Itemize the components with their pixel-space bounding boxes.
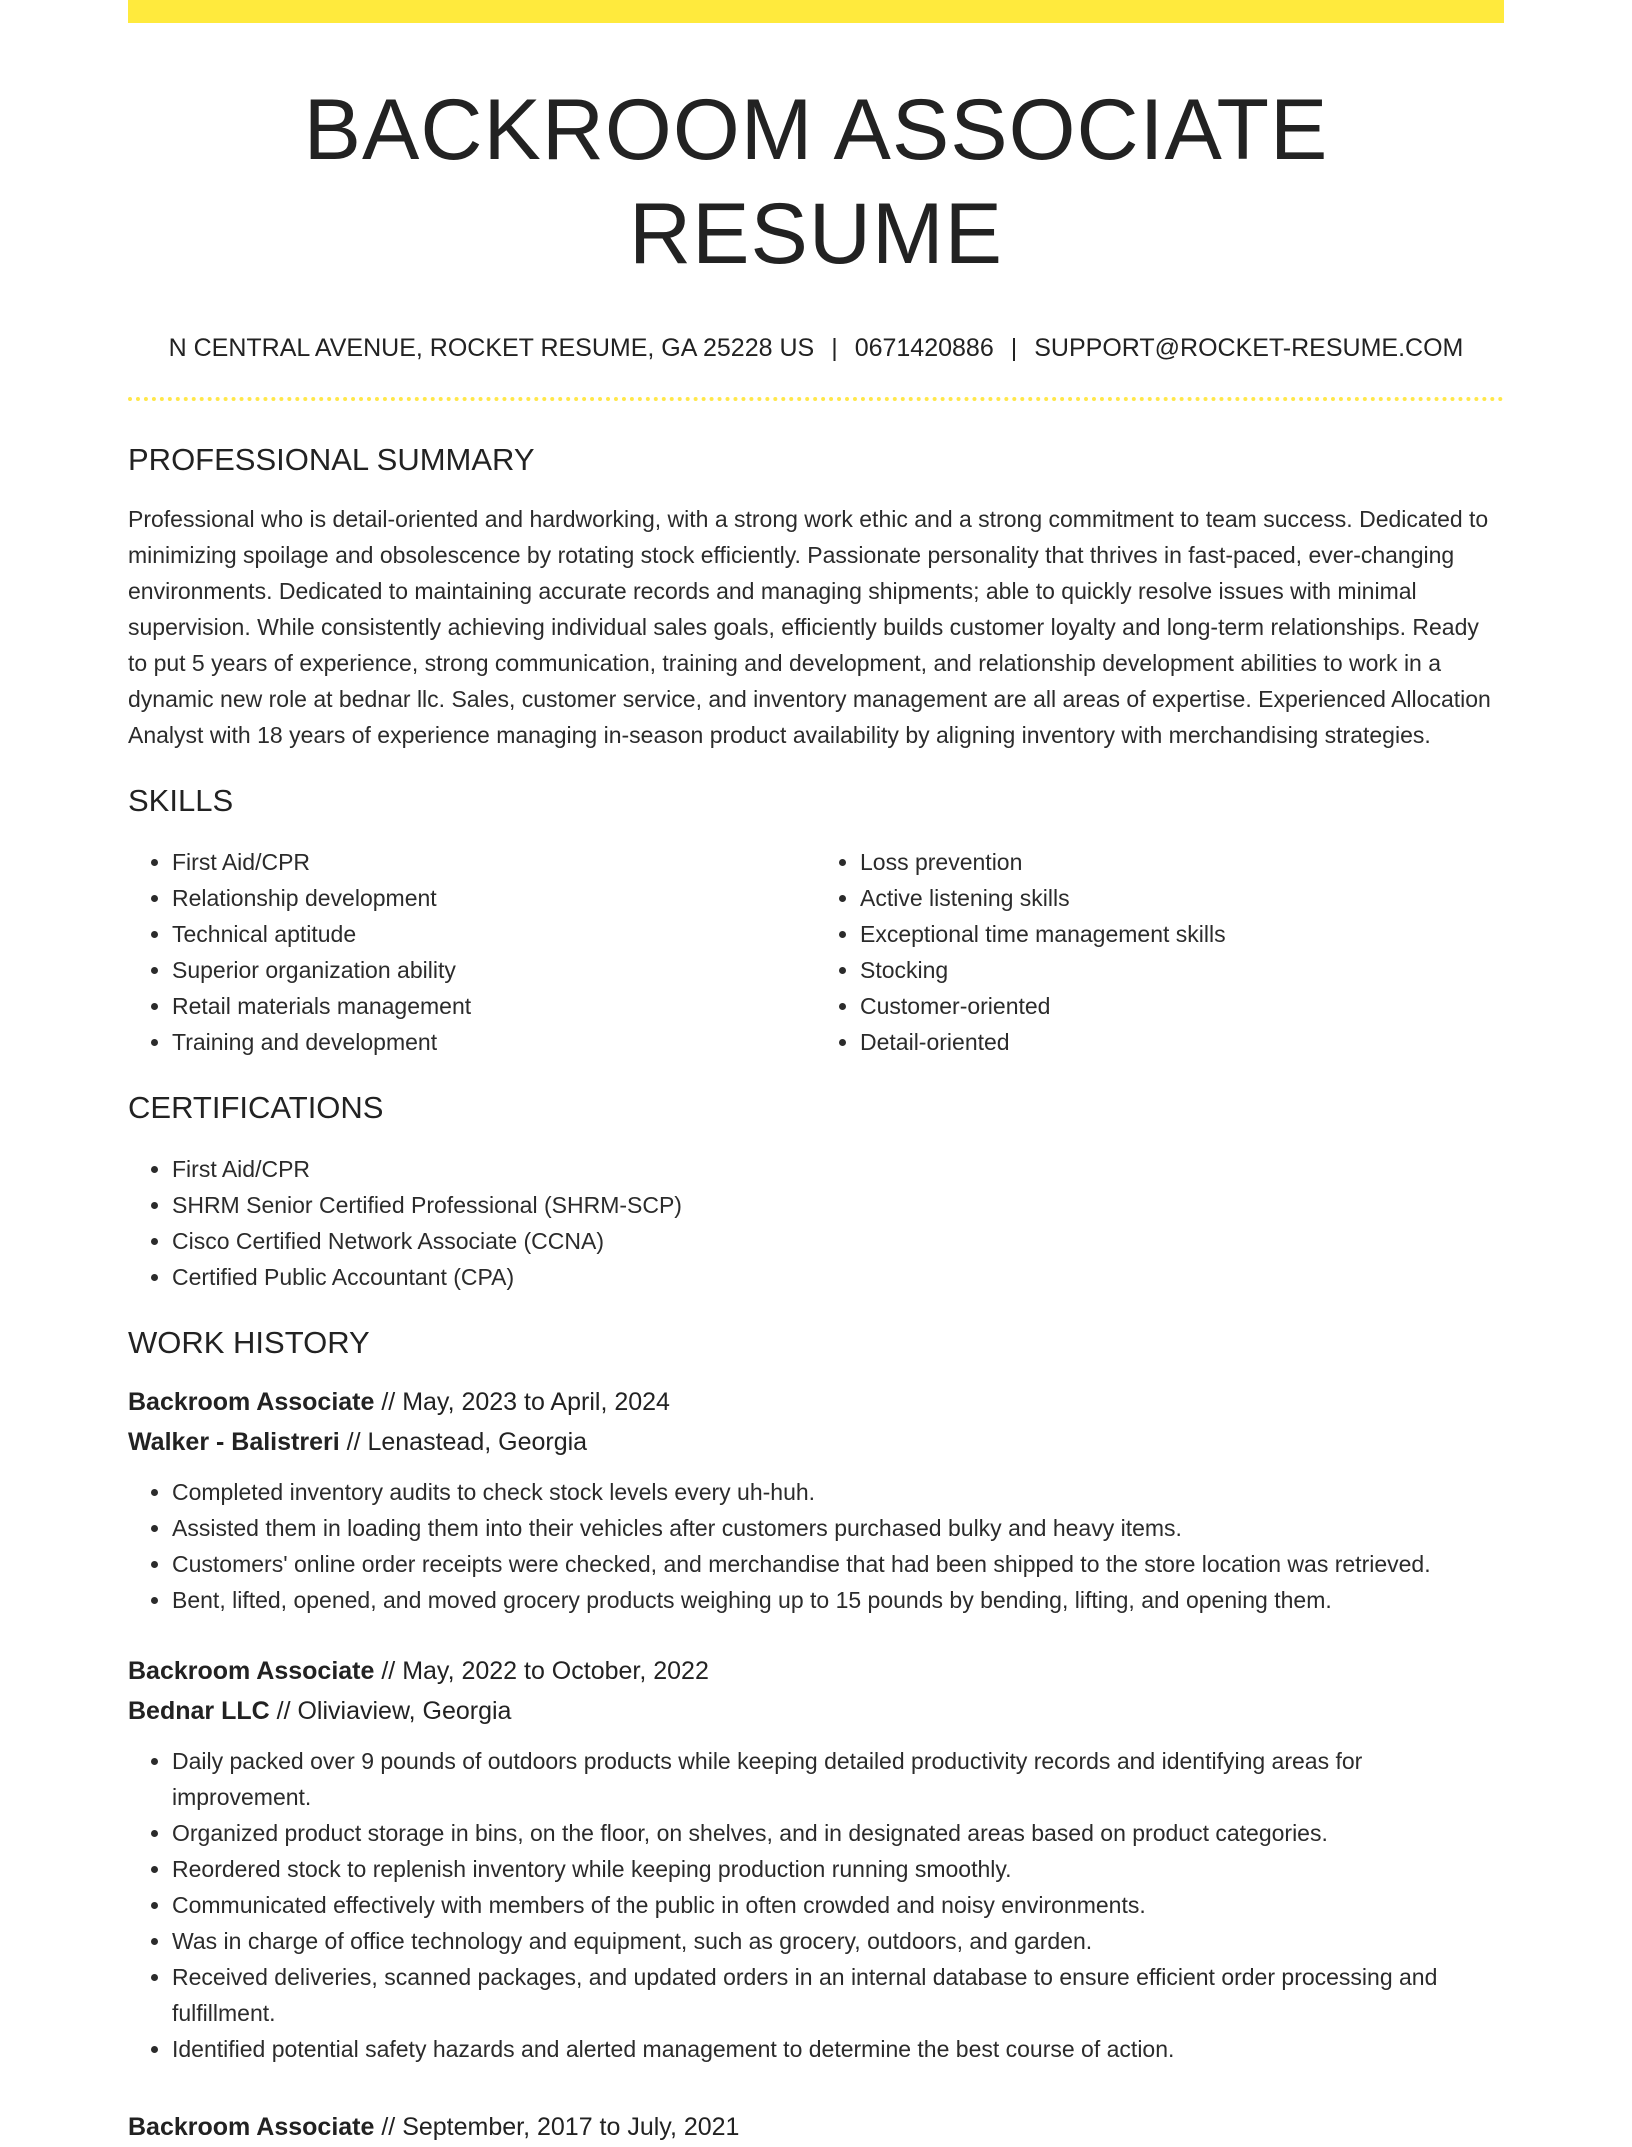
job-bullet: • Identified potential safety hazards and alerted management to determine the best course of action. <box>172 2031 1504 2067</box>
job-title: Backroom Associate <box>128 1657 375 1685</box>
skill-item: • Technical aptitude <box>172 916 816 952</box>
skill-item: • Customer-oriented <box>860 988 1504 1024</box>
contact-separator: | <box>831 334 838 362</box>
certification-item: • First Aid/CPR <box>172 1151 1504 1187</box>
skill-item: • Superior organization ability <box>172 952 816 988</box>
certification-item: • SHRM Senior Certified Professional (SHRM-SCP) <box>172 1187 1504 1223</box>
job-title: Backroom Associate <box>128 2113 375 2141</box>
certifications-heading: CERTIFICATIONS <box>128 1090 384 1125</box>
job-bullet: • Organized product storage in bins, on the floor, on shelves, and in designated areas based on product categories. <box>172 1815 1504 1851</box>
job-title: Backroom Associate <box>128 1388 375 1416</box>
summary-text: Professional who is detail-oriented and hardworking, with a strong work ethic and a strong commitment to team success. Dedicated to minimizing spoilage and obsolescence by rotating stock efficiently. Passionate personality that thrives in fast-paced, ever-changing environments. Dedicated to maintaining accurate records and managing shipments; able to quickly resolve issues with minimal supervision. While consistently achieving individual sales goals, efficiently builds customer loyalty and long-term relationships. Ready to put 5 years of experience, strong communication, training and development, and relationship development abilities to work in a dynamic new role at bednar llc. Sales, customer service, and inventory management are all areas of expertise. Experienced Allocation Analyst with 18 years of experience managing in-season product availability by aligning inventory with merchandising strategies. <box>128 506 1491 748</box>
job-bullet: • Communicated effectively with members of the public in often crowded and noisy environments. <box>172 1887 1504 1923</box>
skills-list-left <box>128 844 816 1060</box>
job-location: // Oliviaview, Georgia <box>269 1697 512 1725</box>
skill-item: • Stocking <box>860 952 1504 988</box>
certification-item: • Certified Public Accountant (CPA) <box>172 1259 1504 1295</box>
job-dates: // May, 2023 to April, 2024 <box>374 1388 670 1416</box>
skill-item: • Exceptional time management skills <box>860 916 1504 952</box>
job-bullet: • Completed inventory audits to check stock levels every uh-huh. <box>172 1474 1504 1510</box>
job-bullet-list <box>128 1743 1504 2067</box>
summary-heading: PROFESSIONAL SUMMARY <box>128 442 535 477</box>
job-company: Bednar LLC <box>128 1697 270 1725</box>
job-bullet: • Daily packed over 9 pounds of outdoors products while keeping detailed productivity records and identifying areas for improvement. <box>172 1743 1504 1815</box>
skill-item: • First Aid/CPR <box>172 844 816 880</box>
job-dates: // May, 2022 to October, 2022 <box>374 1657 709 1685</box>
contact-email: SUPPORT@ROCKET-RESUME.COM <box>1034 334 1464 362</box>
job-title-line <box>128 2107 1504 2147</box>
skills-list-right <box>816 844 1504 1060</box>
contact-separator: | <box>1010 334 1018 362</box>
job-bullet: • Received deliveries, scanned packages, and updated orders in an internal database to ensure efficient order processing and fulfillment. <box>172 1959 1504 2031</box>
job-bullet: • Customers' online order receipts were checked, and merchandise that had been shipped to the store location was retrieved. <box>172 1546 1504 1582</box>
skills-columns <box>128 844 1504 1060</box>
contact-line <box>128 332 1504 364</box>
certifications-list <box>128 1151 1504 1295</box>
job-bullet: • Reordered stock to replenish inventory while keeping production running smoothly. <box>172 1851 1504 1887</box>
skill-item: • Active listening skills <box>860 880 1504 916</box>
job-title-line <box>128 1651 1504 1691</box>
job-company-line <box>128 1691 1504 1731</box>
dotted-divider <box>128 397 1504 401</box>
skill-item: • Relationship development <box>172 880 816 916</box>
job-bullet: • Assisted them in loading them into their vehicles after customers purchased bulky and heavy items. <box>172 1510 1504 1546</box>
skill-item: • Retail materials management <box>172 988 816 1024</box>
contact-phone: 0671420886 <box>854 334 994 362</box>
job-dates: // September, 2017 to July, 2021 <box>374 2113 740 2141</box>
resume-content <box>128 0 1504 2147</box>
job-bullet-list <box>128 1474 1504 1618</box>
work-history-heading: WORK HISTORY <box>128 1325 370 1360</box>
skill-item: • Detail-oriented <box>860 1024 1504 1060</box>
job-location: // Lenastead, Georgia <box>339 1428 588 1456</box>
job-company: Walker - Balistreri <box>128 1428 340 1456</box>
resume-title: BACKROOM ASSOCIATE RESUME <box>303 82 1329 282</box>
job-title-line <box>128 1382 1504 1422</box>
skill-item: • Loss prevention <box>860 844 1504 880</box>
certification-item: • Cisco Certified Network Associate (CCNA) <box>172 1223 1504 1259</box>
job-bullet: • Was in charge of office technology and equipment, such as grocery, outdoors, and garden. <box>172 1923 1504 1959</box>
skills-heading: SKILLS <box>128 783 234 818</box>
job-bullet: • Bent, lifted, opened, and moved grocery products weighing up to 15 pounds by bending, lifting, and opening them. <box>172 1582 1504 1618</box>
contact-address: N CENTRAL AVENUE, ROCKET RESUME, GA 25228 US <box>168 334 815 362</box>
job-company-line <box>128 1422 1504 1462</box>
skill-item: • Training and development <box>172 1024 816 1060</box>
